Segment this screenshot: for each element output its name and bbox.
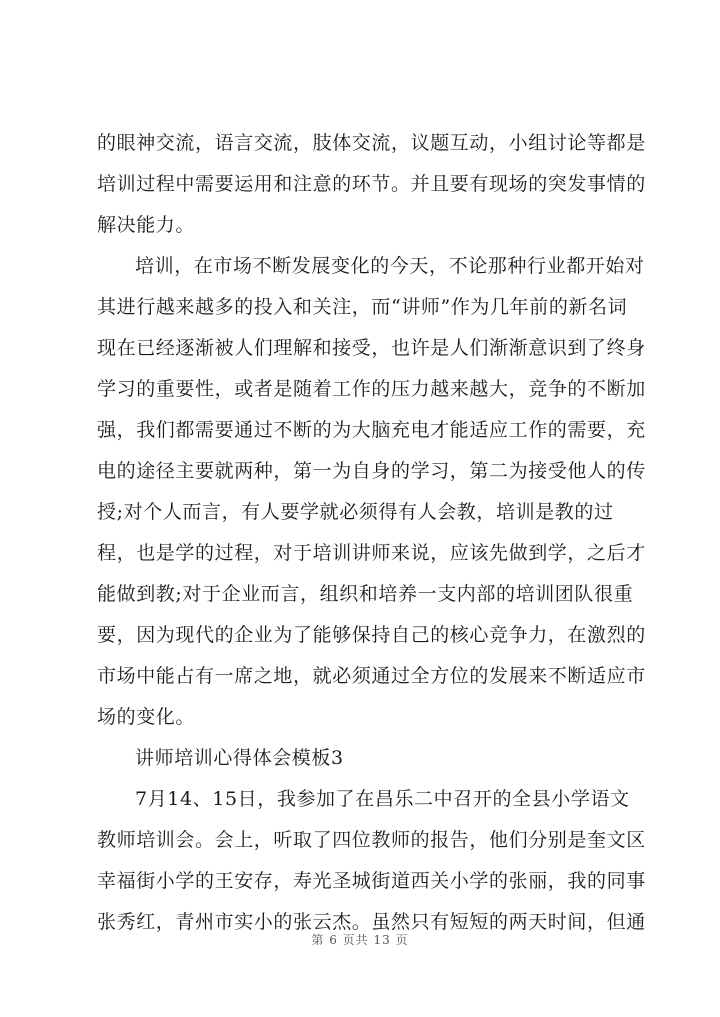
text-line: 强，我们都需要通过不断的为大脑充电才能适应工作的需要，充 [97,419,646,441]
text-line: 现在已经逐渐被人们理解和接受，也许是人们渐渐意识到了终身 [97,337,646,359]
text-line: 张秀红，青州市实小的张云杰。虽然只有短短的两天时间，但通 [97,911,646,933]
text-line: 的眼神交流，语言交流，肢体交流，议题互动，小组讨论等都是 [97,132,646,154]
text-line: 场的变化。 [97,706,196,728]
text-line: 授;对个人而言，有人要学就必须得有人会教，培训是教的过 [97,501,614,523]
text-line: 培训过程中需要运用和注意的环节。并且要有现场的突发事情的 [97,173,646,195]
text-line: 市场中能占有一席之地，就必须通过全方位的发展来不断适应市 [97,665,646,687]
paragraph-first-line: 7月14、15日，我参加了在昌乐二中召开的全县小学语文 [135,788,630,810]
text-line: 解决能力。 [97,214,196,236]
text-line: 要，因为现代的企业为了能够保持自己的核心竞争力，在激烈的 [97,624,646,646]
text-line: 电的途径主要就两种，第一为自身的学习，第二为接受他人的传 [97,460,646,482]
text-line: 程，也是学的过程，对于培训讲师来说，应该先做到学，之后才 [97,542,646,564]
section-heading: 讲师培训心得体会模板3 [135,747,344,769]
text-line: 幸福街小学的王安存，寿光圣城街道西关小学的张丽，我的同事 [97,870,646,892]
paragraph-first-line: 培训，在市场不断发展变化的今天，不论那种行业都开始对 [135,255,645,277]
page-number-footer: 第 6 页共 13 页 [311,933,409,947]
text-line: 教师培训会。会上，听取了四位教师的报告，他们分别是奎文区 [97,829,646,851]
text-line: 其进行越来越多的投入和关注，而“讲师”作为几年前的新名词 [97,296,628,318]
text-line: 能做到教;对于企业而言，组织和培养一支内部的培训团队很重 [97,583,634,605]
text-line: 学习的重要性，或者是随着工作的压力越来越大，竞争的不断加 [97,378,646,400]
